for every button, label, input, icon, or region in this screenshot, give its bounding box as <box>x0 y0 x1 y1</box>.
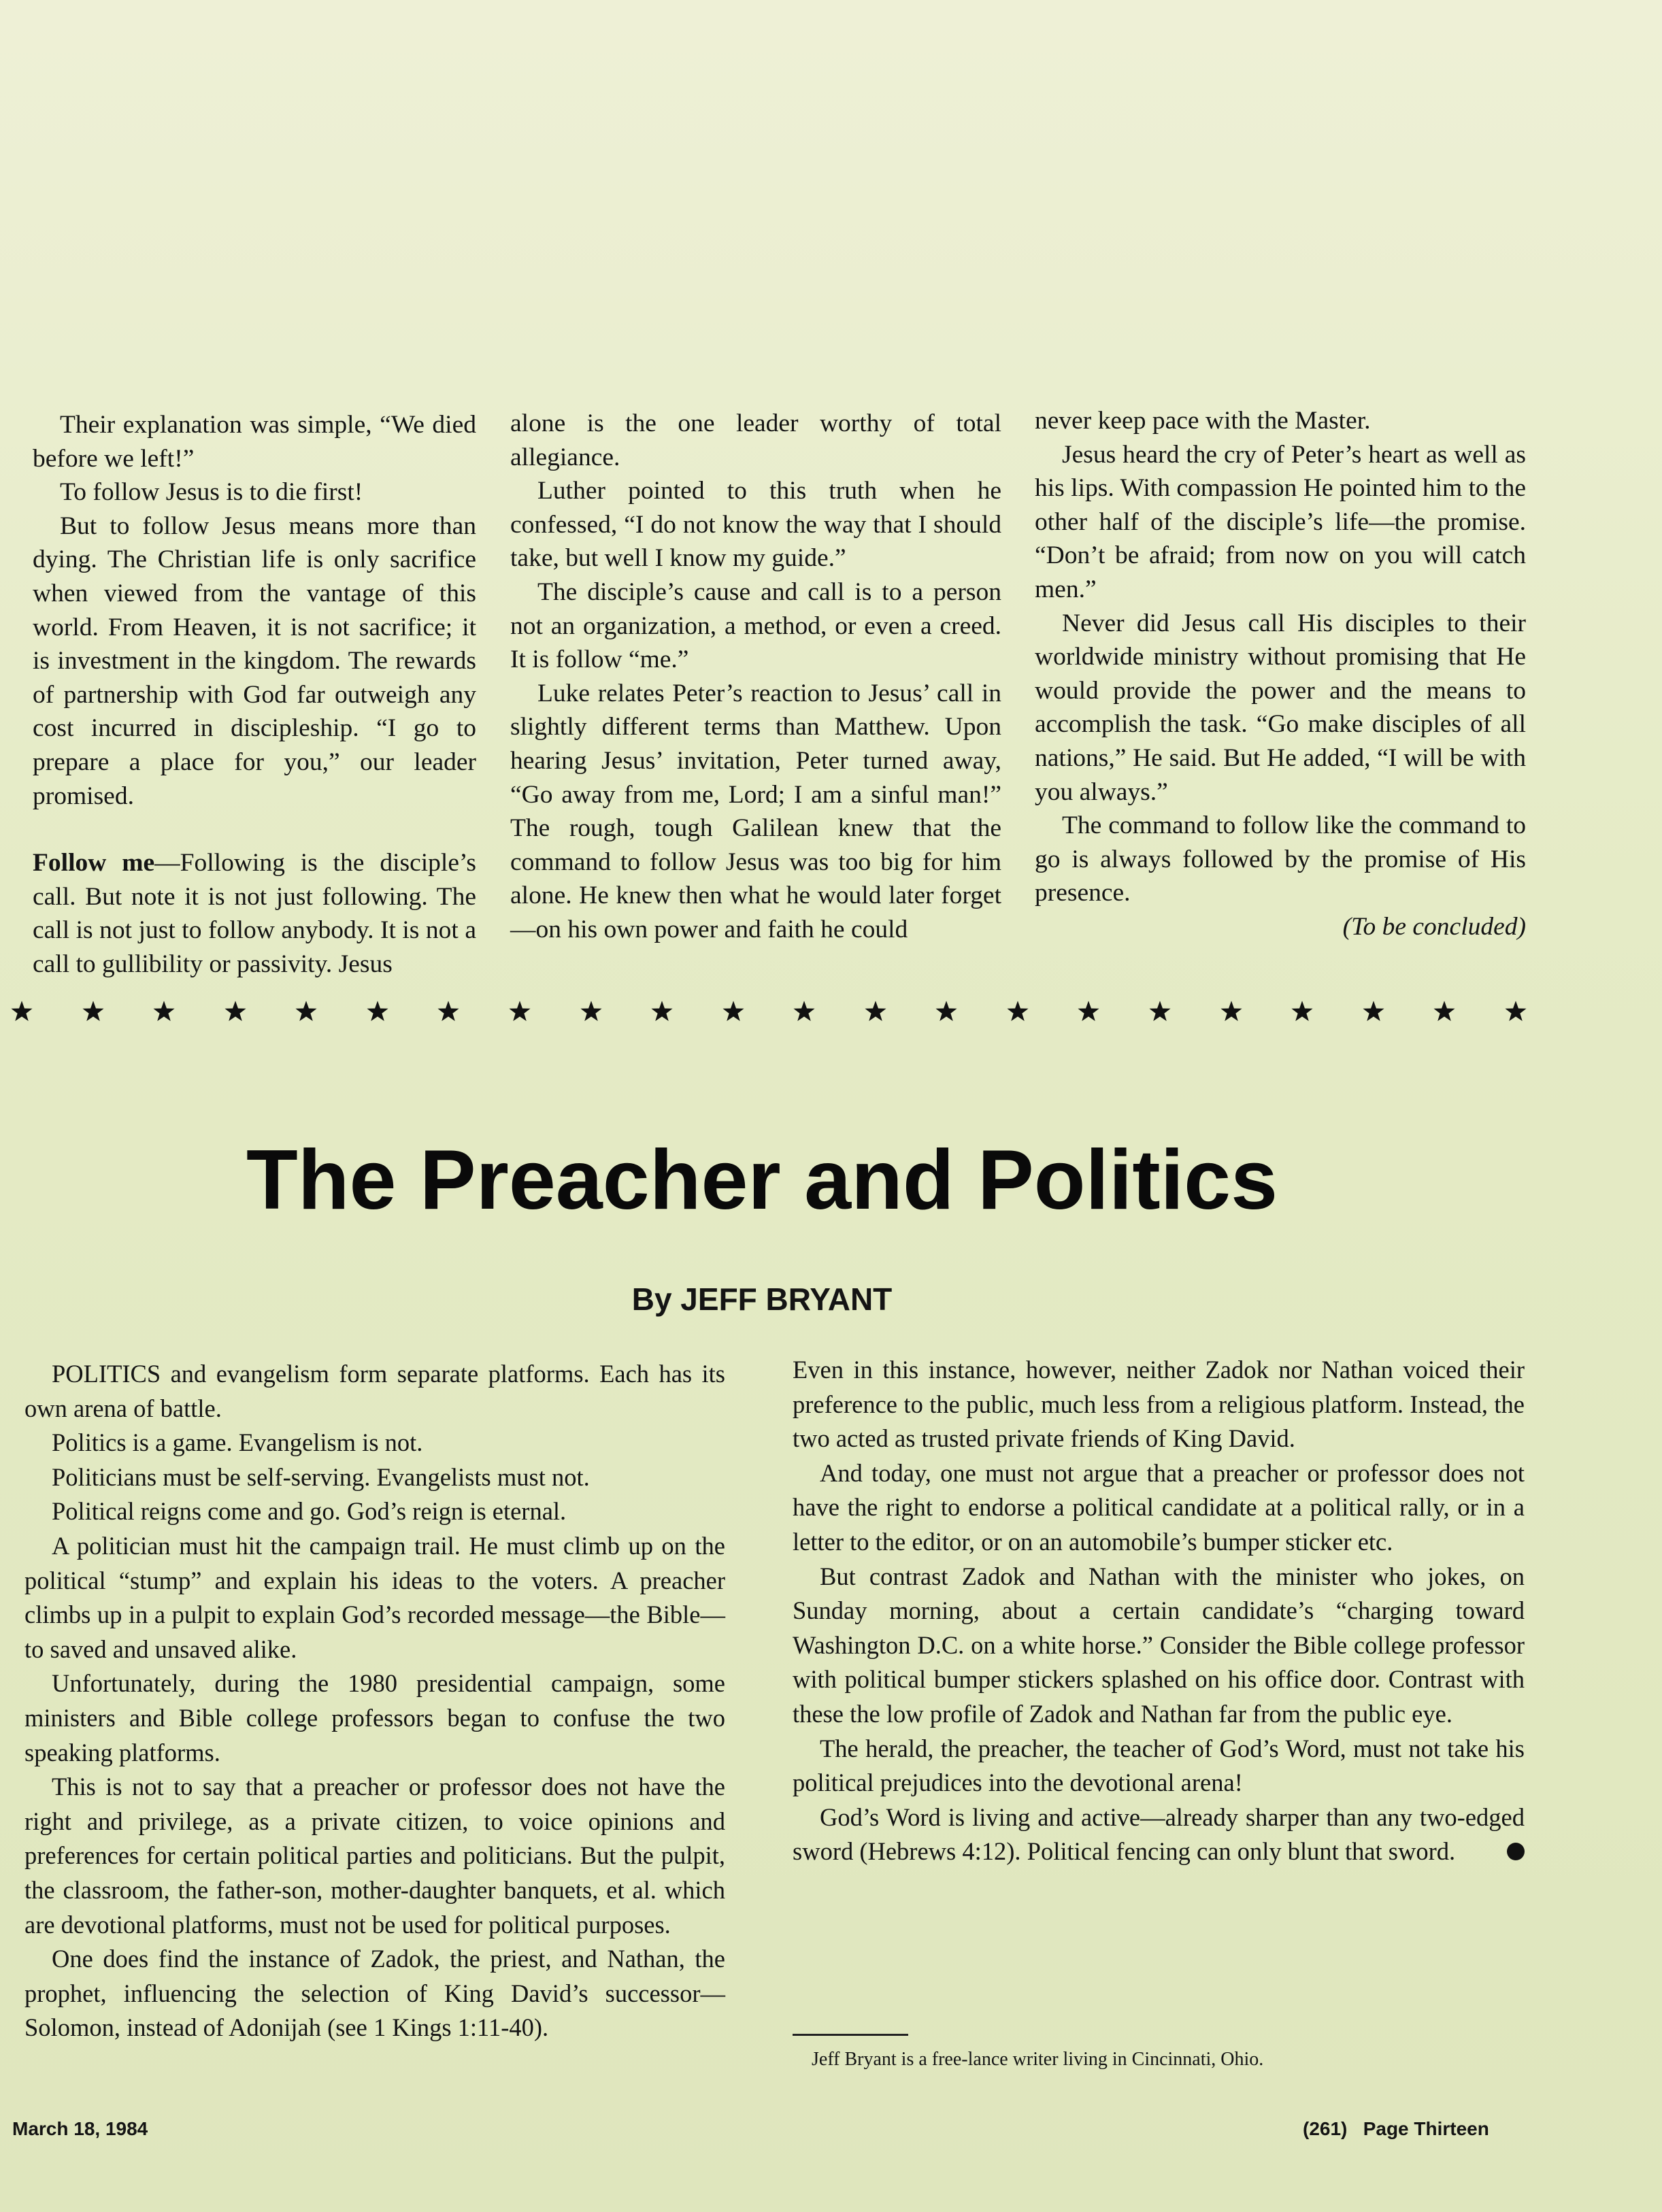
star-icon <box>82 1000 105 1023</box>
paragraph: But contrast Zadok and Nathan with the minister who jokes, on Sunday morning, about a certain candidate’s “charging toward Washington D.C. on a white horse.” Consider the Bible college professor with political bumper stickers splashed on his office door. Contrast with these the low profile of Zadok and Nathan far from the public eye. <box>793 1562 1525 1728</box>
star-icon <box>224 1000 247 1023</box>
byline: By JEFF BRYANT <box>631 1281 893 1317</box>
paragraph: POLITICS and evangelism form separate platforms. Each has its own arena of battle. <box>24 1360 725 1422</box>
paragraph <box>793 1800 1525 1869</box>
star-icon <box>1362 1000 1385 1023</box>
star-icon <box>1148 1000 1171 1023</box>
issue-date: March 18, 1984 <box>12 2118 148 2139</box>
star-icon <box>793 1000 816 1023</box>
article-column-1 <box>24 1357 725 2045</box>
star-icon <box>437 1000 460 1023</box>
star-icon <box>295 1000 318 1023</box>
continued-column-3 <box>1035 404 1526 944</box>
paragraph: But to follow Jesus means more than dying. The Christian life is only sacrifice when viewed from the vantage of this world. From Heaven, it is not sacrifice; it is investment in the kingdom. The rewards of partnership with God far outweigh any cost incurred in discipleship. “I go to prepare a place for you,” our leader promised. <box>33 512 476 810</box>
star-icon <box>1504 1000 1527 1023</box>
end-mark-icon <box>1507 1843 1525 1860</box>
note-divider <box>793 2034 908 2036</box>
paragraph: never keep pace with the Master. <box>1035 407 1371 435</box>
paragraph: Never did Jesus call His disciples to their worldwide ministry without promising that He would provide the power and the means to accomplish the task. “Go make disciples of all nations,” He said. But He added, “I will be with you always.” <box>1035 609 1526 806</box>
paragraph: The disciple’s cause and call is to a person not an organization, a method, or even a creed. It is follow “me.” <box>510 577 1001 674</box>
paragraph: Their explanation was simple, “We died before we left!” <box>33 411 476 473</box>
paragraph: Unfortunately, during the 1980 presidential campaign, some ministers and Bible college professors began to confuse the two speaking platforms. <box>24 1669 725 1766</box>
star-icon <box>366 1000 389 1023</box>
paragraph: One does find the instance of Zadok, the priest, and Nathan, the prophet, influencing the selection of King David’s successor—Solomon, instead of Adonijah (see 1 Kings 1:11-40). <box>24 1945 725 2042</box>
paragraph: Even in this instance, however, neither Zadok nor Nathan voiced their preference to the public, much less from a religious platform. Instead, the two acted as trusted private friends of King David. <box>793 1356 1525 1453</box>
paragraph-text: —Following is the disciple’s call. But note it is not just following. The call is not just to follow anybody. It is not a call to gullibility or passivity. Jesus <box>33 849 477 978</box>
paragraph: Luther pointed to this truth when he confessed, “I do not know the way that I should take, but well I know my guide.” <box>510 477 1001 573</box>
star-icon <box>508 1000 531 1023</box>
star-icon <box>722 1000 745 1023</box>
continued-column-2 <box>510 407 1001 947</box>
paragraph: The command to follow like the command to go is always followed by the promise of His presence. <box>1035 811 1526 907</box>
to-be-concluded: (To be concluded) <box>1342 912 1526 941</box>
star-icon <box>1077 1000 1100 1023</box>
paragraph: Politics is a game. Evangelism is not. <box>52 1428 423 1457</box>
paragraph: Political reigns come and go. God’s reign is eternal. <box>52 1497 567 1526</box>
star-icon <box>864 1000 887 1023</box>
star-icon <box>935 1000 958 1023</box>
paragraph: Luke relates Peter’s reaction to Jesus’ call in slightly different terms than Matthew. Upon hearing Jesus’ invitation, Peter turned away, “Go away from me, Lord; I am a sinful man!” The rough, tough Galilean knew that the command to follow Jesus was too big for him alone. He knew then what he would later forget—on his own power and faith he could <box>510 679 1001 943</box>
paragraph: And today, one must not argue that a preacher or professor does not have the right to endorse a political candidate at a political rally, or in a letter to the editor, or on an automobile’s bumper sticker etc. <box>793 1458 1525 1556</box>
paragraph: alone is the one leader worthy of total allegiance. <box>510 409 1001 471</box>
article-title: The Preacher and Politics <box>246 1133 1278 1227</box>
paragraph-text: God’s Word is living and active—already sharper than any two-edged sword (Hebrews 4:12). Political fencing can only blunt that sword. <box>793 1803 1525 1866</box>
run-in-heading: Follow me <box>33 849 155 877</box>
star-icon <box>580 1000 603 1023</box>
article-column-2 <box>793 1353 1525 1869</box>
star-icon <box>1291 1000 1314 1023</box>
star-icon <box>650 1000 674 1023</box>
star-divider <box>10 994 1527 1028</box>
paragraph: This is not to say that a preacher or professor does not have the right and privilege, as a private citizen, to voice opinions and preferences for certain political parties and politicians. But the pulpit, the classroom, the father-son, mother-daughter banquets, et al. which are devotional platforms, must not be used for political purposes. <box>24 1773 725 1939</box>
continued-column-1 <box>33 408 476 982</box>
star-icon <box>10 1000 33 1023</box>
paragraph: To follow Jesus is to die first! <box>60 478 363 507</box>
star-icon <box>152 1000 176 1023</box>
star-icon <box>1006 1000 1029 1023</box>
author-note: Jeff Bryant is a free-lance writer living in Cincinnati, Ohio. <box>812 2049 1264 2070</box>
star-icon <box>1433 1000 1456 1023</box>
paragraph: Jesus heard the cry of Peter’s heart as well as his lips. With compassion He pointed him to the other half of the disciple’s life—the promise. “Don’t be afraid; from now on you will catch men.” <box>1035 440 1526 603</box>
page-number: (261) Page Thirteen <box>1303 2118 1489 2139</box>
paragraph <box>33 846 476 981</box>
paragraph: The herald, the preacher, the teacher of God’s Word, must not take his political prejudices into the devotional arena! <box>793 1734 1525 1797</box>
paragraph: A politician must hit the campaign trail. He must climb up on the political “stump” and explain his ideas to the voters. A preacher climbs up in a pulpit to explain God’s recorded message—the Bible—to saved and unsaved alike. <box>24 1531 725 1663</box>
paragraph: Politicians must be self-serving. Evangelists must not. <box>52 1462 590 1491</box>
star-icon <box>1220 1000 1243 1023</box>
